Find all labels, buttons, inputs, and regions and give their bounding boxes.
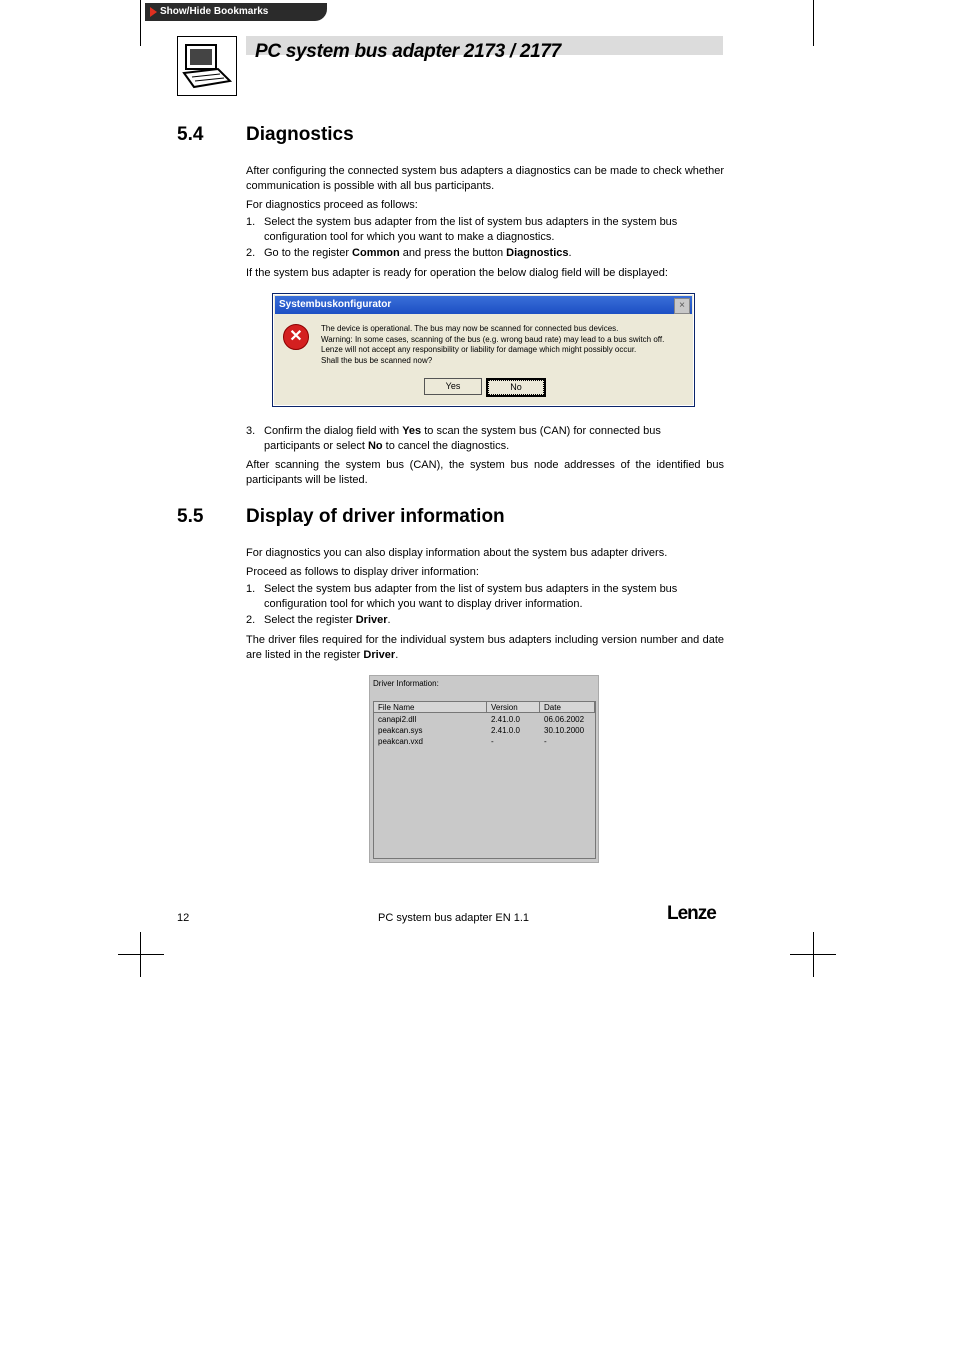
list-text: Select the register Driver. [264,614,391,626]
paragraph: The driver files required for the individual system bus adapters including version number and date are listed in the register Driver. [246,634,724,661]
list-header [374,702,595,713]
section-title: Diagnostics [246,124,354,145]
driver-information-panel [369,675,599,863]
arrow-right-icon [150,7,157,17]
list-text: Select the system bus adapter from the list of system bus adapters in the system bus configuration tool for which you want to make a diagnostics. [264,216,678,243]
list-number: 3. [246,425,256,437]
table-row[interactable]: canapi2.dll 2.41.0.0 06.06.2002 [378,715,585,724]
dialog-titlebar [275,296,692,314]
no-button[interactable]: No [486,378,546,397]
paragraph: For diagnostics you can also display information about the system bus adapter drivers. [246,547,668,559]
paragraph: For diagnostics proceed as follows: [246,199,418,211]
crop-mark [140,0,141,46]
table-row[interactable]: peakcan.vxd - - [378,737,547,746]
column-header-file-name[interactable]: File Name [374,702,487,713]
bookmark-label: Show/Hide Bookmarks [160,6,269,17]
paragraph: After configuring the connected system bus adapters a diagnostics can be made to check whether communication is possible with all bus participants. [246,165,724,192]
close-icon[interactable]: × [674,298,690,314]
crop-mark [813,0,814,46]
list-item [246,215,706,244]
list-text: Go to the register Common and press the button Diagnostics. [264,247,572,259]
section-number: 5.4 [177,124,204,145]
column-header-version[interactable]: Version [487,702,540,713]
section-number: 5.5 [177,506,204,527]
list-number: 1. [246,583,256,595]
driver-list[interactable] [373,701,596,859]
table-row[interactable]: peakcan.sys 2.41.0.0 30.10.2000 [378,726,585,735]
yes-button[interactable]: Yes [424,378,482,395]
paragraph: Proceed as follows to display driver information: [246,566,479,578]
page-title: PC system bus adapter 2173 / 2177 [255,41,561,62]
list-number: 2. [246,614,256,626]
list-number: 2. [246,247,256,259]
page-number: 12 [177,912,190,924]
crop-mark [140,932,141,977]
error-icon: ✕ [283,324,309,350]
paragraph: After scanning the system bus (CAN), the system bus node addresses of the identified bus participants will be listed. [246,459,724,486]
dialog-title: Systembuskonfigurator [279,299,392,310]
column-header-date[interactable]: Date [540,702,595,713]
list-number: 1. [246,216,256,228]
list-text: Select the system bus adapter from the list of system bus adapters in the system bus configuration tool for which you want to display driver information. [264,583,678,610]
show-hide-bookmarks-button[interactable] [145,3,327,21]
laptop-icon [177,36,237,96]
list-item [246,424,706,453]
diagnostics-dialog [272,293,695,407]
footer-text: PC system bus adapter EN 1.1 [378,912,530,924]
panel-label: Driver Information: [373,679,439,688]
list-item [246,613,706,628]
crop-mark [813,932,814,977]
list-item [246,246,706,261]
crop-mark [118,954,164,955]
paragraph: If the system bus adapter is ready for operation the below dialog field will be displayed: [246,267,668,279]
list-item [246,582,706,611]
list-text: Confirm the dialog field with Yes to scan the system bus (CAN) for connected bus participants or select No to cancel the diagnostics. [264,425,661,452]
lenze-logo: Lenze [667,903,716,924]
dialog-message: The device is operational. The bus may now be scanned for connected bus devices. Warning: In some cases, scanning of the bus (e.g. wrong baud rate) may lead to a bus switch off. Lenze will not accept any responsibility or liability for damage which might possibly occur. Shall the bus be scanned now? [321,324,665,365]
section-title: Display of driver information [246,506,505,527]
